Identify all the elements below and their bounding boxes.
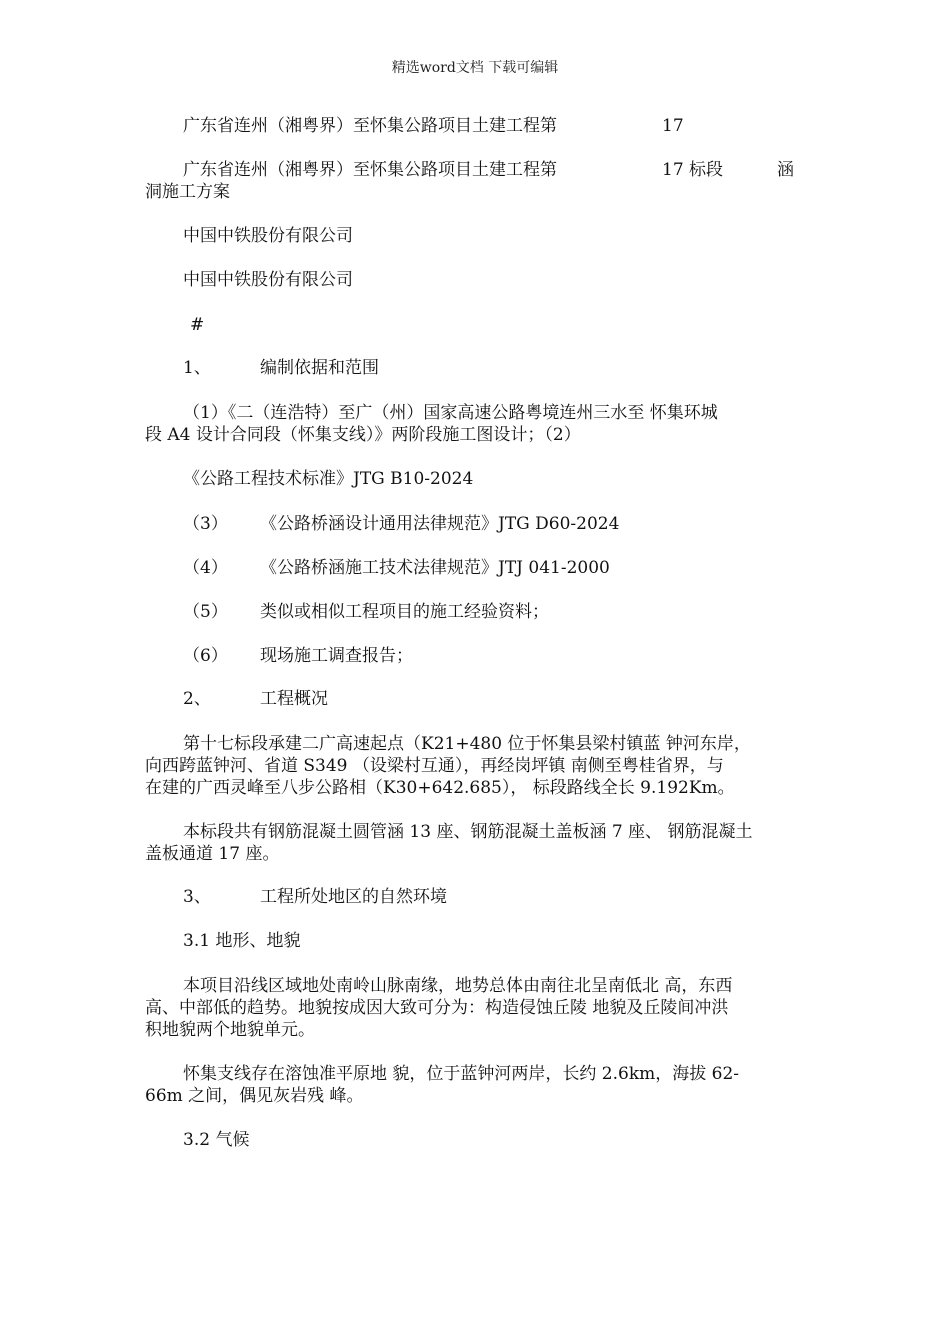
structures-line-2: 盖板通道 17 座。 [145,844,280,864]
section-1-title: 编制依据和范围 [260,358,379,378]
section-2-title: 工程概况 [260,689,328,709]
plain-line-1: 怀集支线存在溶蚀准平原地 貌，位于蓝钟河两岸，长约 2.6km，海拔 62- [183,1064,740,1084]
subsection-3-1-title: 3.1 地形、地貌 [183,931,301,951]
title-line-2-tail: 涵 [777,160,794,180]
terrain-line-2: 高、中部低的趋势。地貌按成因大致可分为：构造侵蚀丘陵 地貌及丘陵间冲洪 [145,998,729,1018]
terrain-line-1: 本项目沿线区域地处南岭山脉南缘，地势总体由南往北呈南低北 高，东西 [183,976,733,996]
title-line-1-number: 17 [662,116,684,136]
section-1-number: 1、 [183,358,211,378]
plain-line-2: 66m 之间，偶见灰岩残 峰。 [145,1086,364,1106]
hash-mark: # [190,315,205,335]
title-line-2: 广东省连州（湘粤界）至怀集公路项目土建工程第 [183,160,557,180]
reference-6-text: 现场施工调查报告； [260,646,413,666]
section-3-number: 3、 [183,887,211,907]
reference-4-text: 《公路桥涵施工技术法律规范》JTJ 041-2000 [260,558,610,578]
reference-5-number: （5） [183,602,228,622]
company-name-2: 中国中铁股份有限公司 [183,270,353,290]
overview-line-1: 第十七标段承建二广高速起点（K21+480 位于怀集县梁村镇蓝 钟河东岸， [183,734,751,754]
structures-line-1: 本标段共有钢筋混凝土圆管涵 13 座、钢筋混凝土盖板涵 7 座、 钢筋混凝土 [183,822,753,842]
reference-4-number: （4） [183,558,228,578]
title-line-1: 广东省连州（湘粤界）至怀集公路项目土建工程第 [183,116,557,136]
title-line-2-cont: 洞施工方案 [145,182,230,202]
terrain-line-3: 积地貌两个地貌单元。 [145,1020,315,1040]
reference-6-number: （6） [183,646,228,666]
page-header: 精选word文档 下载可编辑 [391,60,559,76]
subsection-3-2-title: 3.2 气候 [183,1130,250,1150]
company-name-1: 中国中铁股份有限公司 [183,226,353,246]
section-3-title: 工程所处地区的自然环境 [260,887,447,907]
overview-line-2: 向西跨蓝钟河、省道 S349 （设梁村互通），再经岗坪镇 南侧至粤桂省界，与 [145,756,724,776]
overview-line-3: 在建的广西灵峰至八步公路相（K30+642.685）， 标段路线全长 9.192Km。 [145,778,735,798]
reference-5-text: 类似或相似工程项目的施工经验资料； [260,602,549,622]
reference-1-line-2: 段 A4 设计合同段（怀集支线）》两阶段施工图设计；（2） [145,425,581,445]
reference-2: 《公路工程技术标准》JTG B10-2024 [183,469,474,489]
section-2-number: 2、 [183,689,211,709]
reference-3-number: （3） [183,514,228,534]
title-line-2-number: 17 标段 [662,160,724,180]
reference-1-line-1: （1）《二（连浩特）至广（州）国家高速公路粤境连州三水至 怀集环城 [183,403,718,423]
reference-3-text: 《公路桥涵设计通用法律规范》JTG D60-2024 [260,514,620,534]
